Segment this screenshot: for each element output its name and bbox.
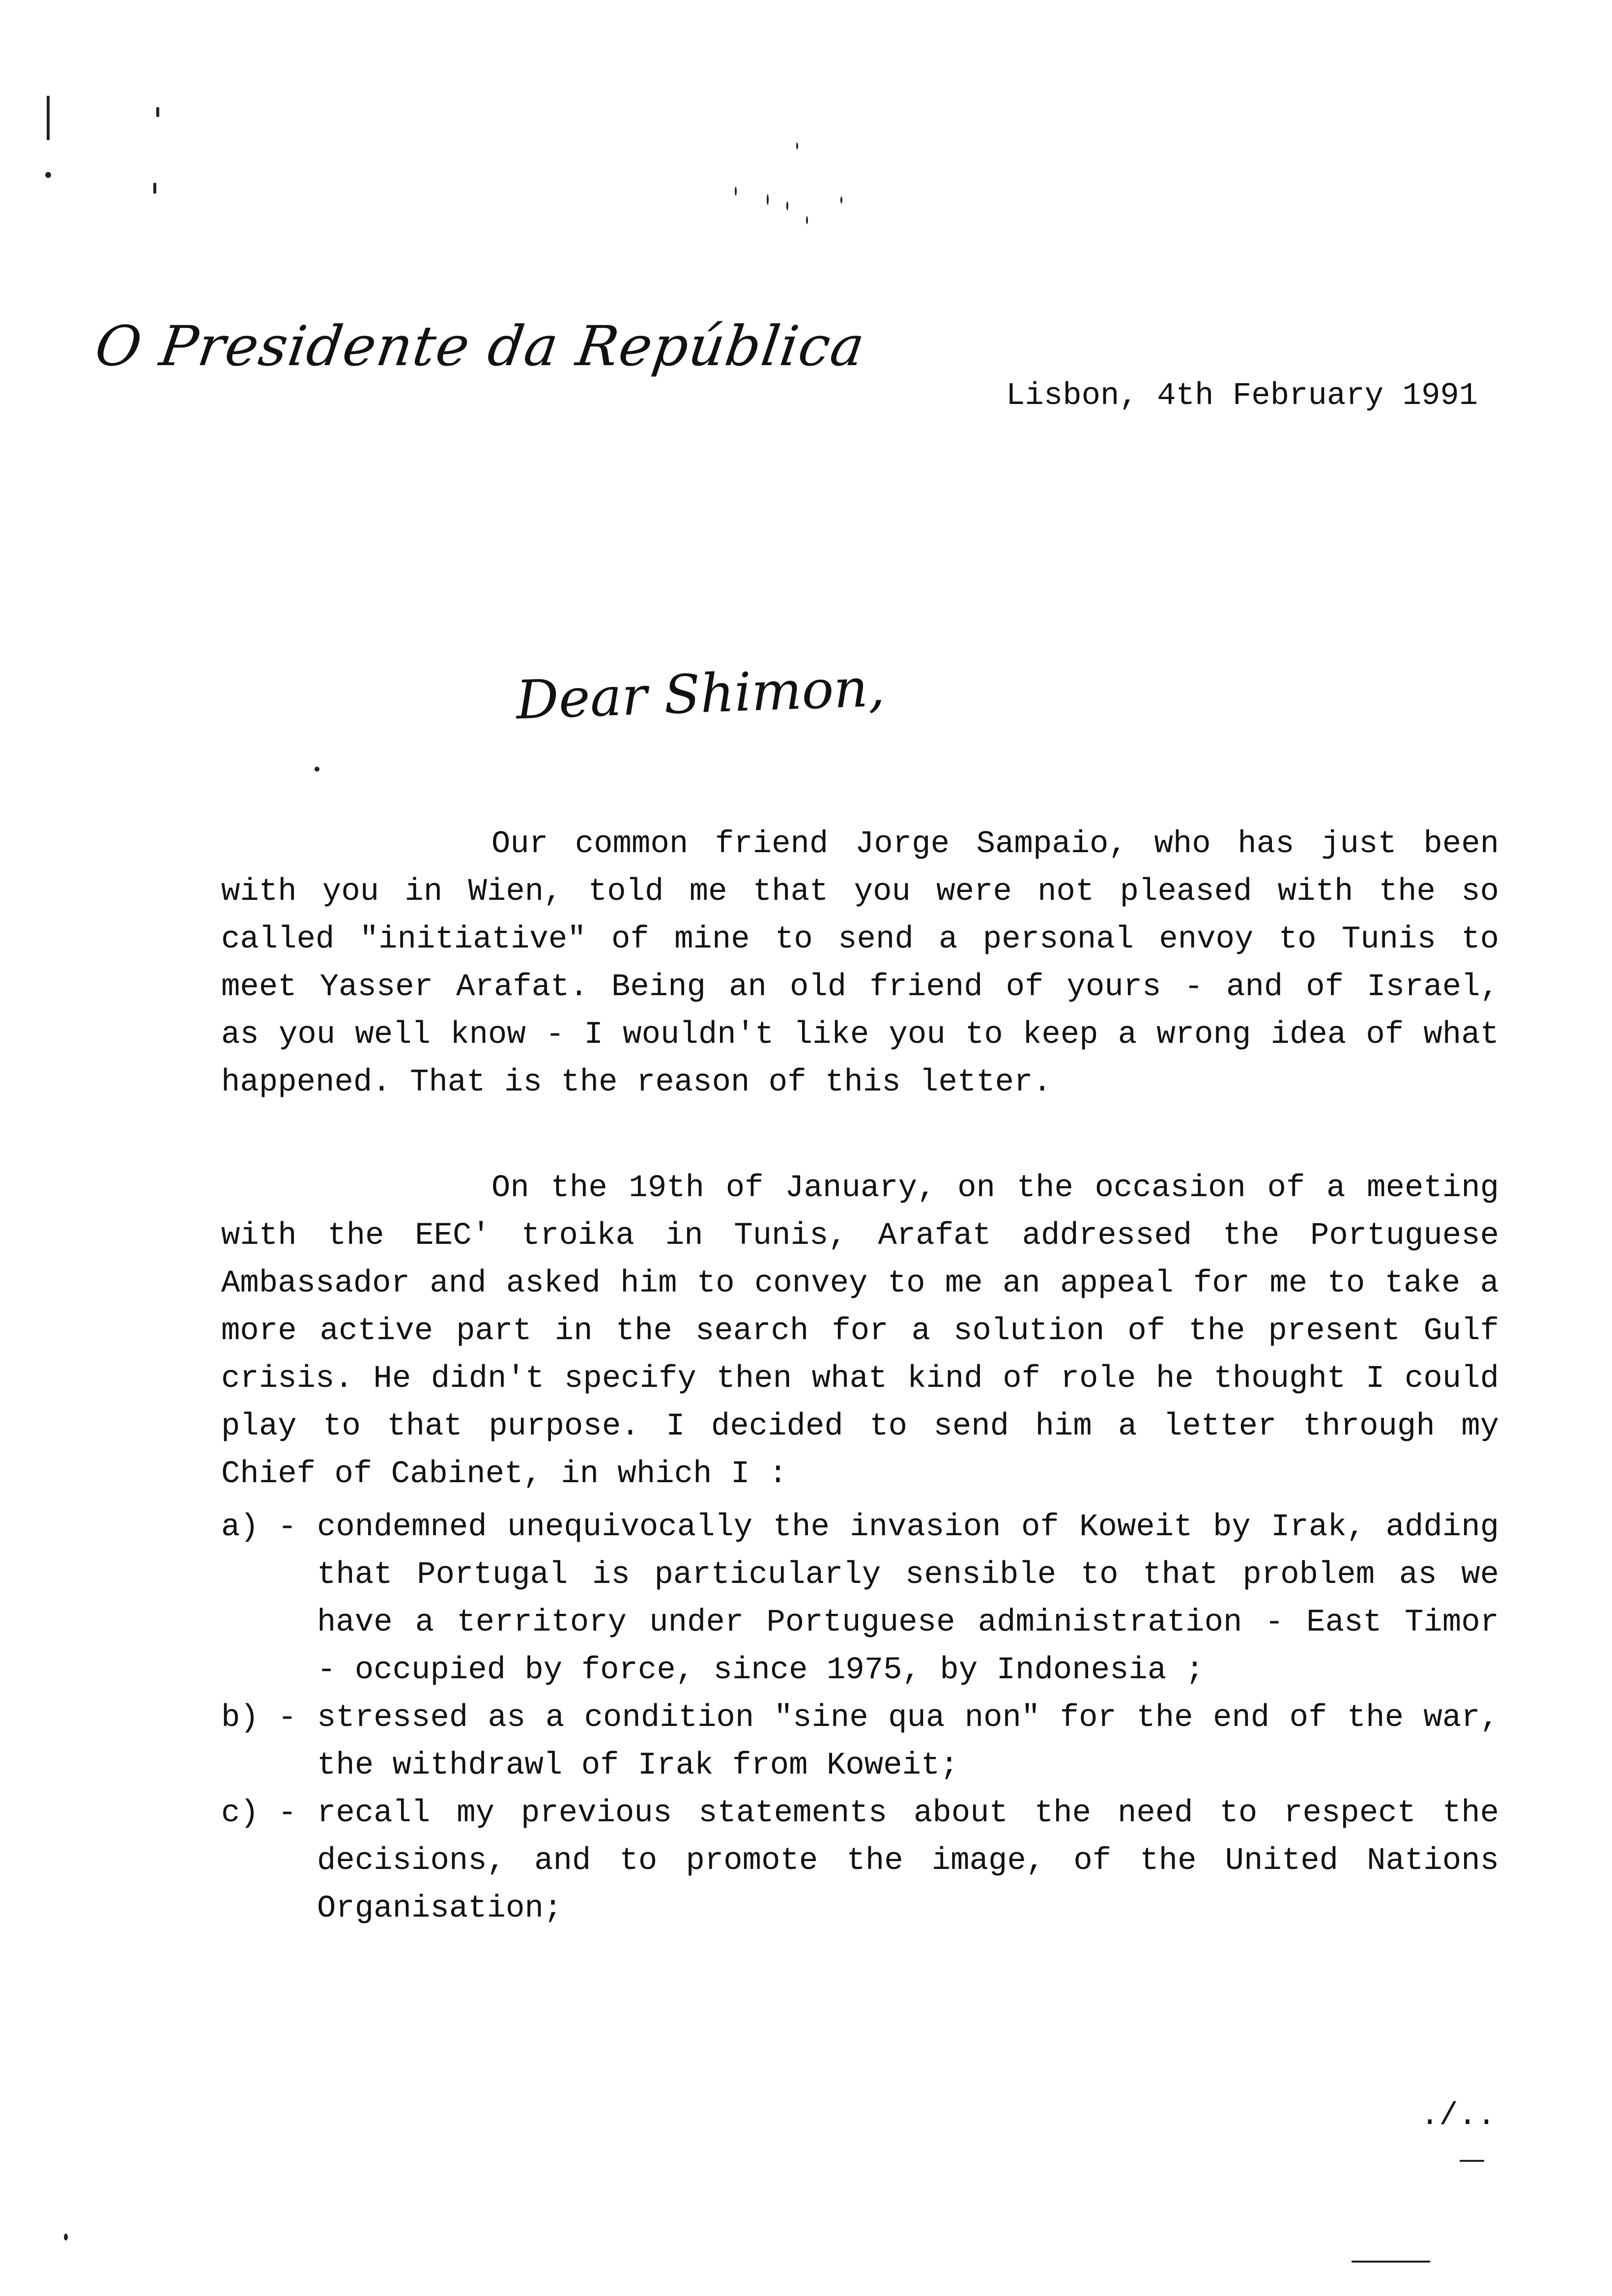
dateline: Lisbon, 4th February 1991 bbox=[1006, 378, 1478, 414]
scan-speck bbox=[45, 172, 51, 178]
scan-speck bbox=[1460, 2160, 1484, 2162]
scan-mark bbox=[47, 96, 50, 140]
scan-speck bbox=[767, 194, 769, 205]
list-item bbox=[221, 1504, 1499, 1694]
letter-body-2 bbox=[221, 1165, 1499, 1498]
letterhead: O Presidente da República bbox=[91, 315, 869, 378]
continuation-mark: ./.. bbox=[1420, 2098, 1496, 2134]
scan-speck bbox=[840, 197, 842, 203]
scan-speck bbox=[153, 183, 156, 194]
list-marker: b) - bbox=[221, 1700, 316, 1736]
scan-speck bbox=[315, 767, 319, 772]
scan-speck bbox=[156, 107, 159, 117]
list-marker: a) - bbox=[221, 1510, 316, 1545]
list-text: stressed as a condition "sine qua non" for the end of the war, the withdrawl of Irak from Koweit; bbox=[317, 1700, 1499, 1783]
list-text: recall my previous statements about the need to respect the decisions, and to promote the image, of the United Nations Organisation; bbox=[317, 1796, 1499, 1926]
scan-speck bbox=[1352, 2261, 1430, 2263]
paragraph-2: On the 19th of January, on the occasion of a meeting with the EEC' troika in Tunis, Arafat addressed the Portuguese Ambassador and asked him to convey to me an appeal for me to take a more active part in the search for a solution of the present Gulf crisis. He didn't specify then what kind of role he thought I could play to that purpose. I decided to send him a letter through my Chief of Cabinet, in which I : bbox=[221, 1171, 1499, 1492]
scan-speck bbox=[806, 216, 808, 224]
scan-speck bbox=[735, 187, 737, 196]
list-marker: c) - bbox=[221, 1796, 316, 1831]
scan-speck bbox=[796, 143, 798, 149]
list-item bbox=[221, 1790, 1499, 1933]
scan-speck bbox=[64, 2234, 68, 2240]
letter-body bbox=[221, 821, 1499, 1107]
scan-speck bbox=[786, 201, 788, 210]
paragraph-1: Our common friend Jorge Sampaio, who has just been with you in Wien, told me that you were not pleased with the so called "initiative" of mine to send a personal envoy to Tunis to meet Yasser Arafat. Being an old friend of yours - and of Israel, as you well know - I wouldn't like you to keep a wrong idea of what happened. That is the reason of this letter. bbox=[221, 827, 1499, 1100]
list-text: condemned unequivocally the invasion of Koweit by Irak, adding that Portugal is particularly sensible to that problem as we have a territory under Portuguese administration - East Timor - occupied by force, since 1975, by Indonesia ; bbox=[317, 1510, 1499, 1688]
list-item bbox=[221, 1694, 1499, 1790]
points-list bbox=[221, 1504, 1499, 1933]
salutation: Dear Shimon, bbox=[515, 657, 886, 732]
